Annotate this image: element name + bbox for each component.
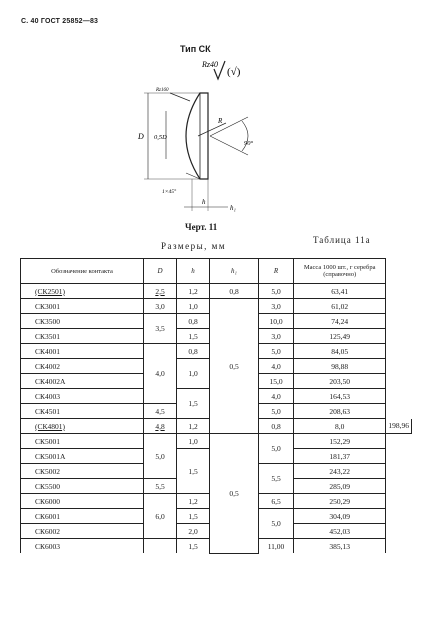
rz160-leader	[170, 93, 190, 101]
cell-h: 1,0	[177, 359, 210, 389]
cell-h1: 0,8	[259, 419, 294, 434]
cell-r: 4,0	[259, 359, 294, 374]
header-r: R	[259, 259, 294, 284]
header-h1: h₁	[210, 259, 259, 284]
cell-h: 1,5	[177, 539, 210, 554]
cell-h: 2,0	[177, 524, 210, 539]
cell-h: 0,8	[177, 314, 210, 329]
cell-designation: СК4002А	[21, 374, 144, 389]
header-d: D	[144, 259, 177, 284]
cell-mass: 250,29	[294, 494, 386, 509]
cell-h: 1,5	[177, 329, 210, 344]
cell-d	[144, 539, 177, 554]
label-angle: 90°	[244, 140, 254, 147]
page-header: С. 40 ГОСТ 25852—83	[21, 18, 99, 25]
cell-mass: 181,37	[294, 449, 386, 464]
cell-mass: 385,13	[294, 539, 386, 554]
table-header-row	[21, 259, 412, 284]
cell-d: 2,5	[144, 284, 177, 299]
cell-mass: 63,41	[294, 284, 386, 299]
cell-r: 11,00	[259, 539, 294, 554]
cell-mass: 98,88	[294, 359, 386, 374]
header-designation: Обозначение контакта	[21, 259, 144, 284]
cell-h1: 0,5	[210, 434, 259, 554]
cell-mass: 152,29	[294, 434, 386, 449]
cell-r: 4,0	[259, 389, 294, 404]
cell-r: 3,0	[259, 299, 294, 314]
cell-d: 3,5	[144, 314, 177, 344]
cell-h: 1,0	[177, 299, 210, 314]
label-h1: h₁	[230, 204, 236, 212]
cell-mass: 285,09	[294, 479, 386, 494]
cell-h: 1,2	[177, 419, 210, 434]
cell-d: 5,5	[144, 479, 177, 494]
table-caption: Таблица 11а	[313, 235, 371, 245]
cell-designation: СК6001	[21, 509, 144, 524]
header-mass: Масса 1000 шт., г серебра (справочно)	[294, 259, 386, 284]
cell-mass: 74,24	[294, 314, 386, 329]
table-row	[21, 434, 412, 449]
cell-r: 5,0	[259, 509, 294, 539]
cell-r: 5,0	[259, 404, 294, 419]
cell-r: 3,0	[259, 329, 294, 344]
cell-d: 4,0	[144, 344, 177, 404]
cell-mass: 452,03	[294, 524, 386, 539]
table-row	[21, 284, 412, 299]
cell-r: 10,0	[259, 314, 294, 329]
cell-designation: СК4003	[21, 389, 144, 404]
cell-h: 0,8	[177, 344, 210, 359]
cell-designation: (СК2501)	[21, 284, 144, 299]
cell-d: 3,0	[144, 299, 177, 314]
cell-designation: СК5500	[21, 479, 144, 494]
cell-designation: (СК4801)	[21, 419, 144, 434]
cell-d: 4,8	[144, 419, 177, 434]
cell-designation: СК5001	[21, 434, 144, 449]
cell-h1: 0,8	[210, 284, 259, 299]
cell-mass: 164,53	[294, 389, 386, 404]
cell-designation: СК6000	[21, 494, 144, 509]
cell-designation: СК6003	[21, 539, 144, 554]
cell-designation: СК4501	[21, 404, 144, 419]
cell-r: 5,0	[259, 344, 294, 359]
cell-r: 8,0	[294, 419, 386, 434]
cell-designation: СК6002	[21, 524, 144, 539]
table-row	[21, 299, 412, 314]
cell-d: 4,5	[144, 404, 177, 419]
type-title: Тип СК	[180, 44, 211, 54]
cell-designation: СК4001	[21, 344, 144, 359]
roughness-label: Rz40	[202, 60, 218, 69]
contact-drawing	[130, 55, 290, 215]
cell-mass: 84,05	[294, 344, 386, 359]
cell-designation: СК3500	[21, 314, 144, 329]
cell-h: 1,5	[177, 449, 210, 494]
dimensions-table	[20, 258, 412, 554]
cell-h: 1,5	[177, 389, 210, 419]
cell-r: 5,0	[259, 284, 294, 299]
label-05d: 0,5D	[154, 134, 167, 141]
cell-mass: 125,49	[294, 329, 386, 344]
cell-d: 6,0	[144, 494, 177, 539]
cell-h1: 0,5	[210, 299, 259, 434]
cell-mass: 304,09	[294, 509, 386, 524]
cell-h: 1,0	[177, 434, 210, 449]
roughness-check: (√)	[227, 66, 241, 78]
cell-mass: 61,02	[294, 299, 386, 314]
label-1x45: 1×45°	[162, 189, 177, 195]
cell-designation: СК3001	[21, 299, 144, 314]
cell-designation: СК5002	[21, 464, 144, 479]
label-r: R	[218, 117, 223, 125]
header-h: h	[177, 259, 210, 284]
label-d: D	[138, 132, 144, 141]
contact-body	[186, 93, 208, 179]
cell-r: 15,0	[259, 374, 294, 389]
cell-r: 5,5	[259, 464, 294, 494]
cell-mass: 198,96	[386, 419, 412, 434]
cell-r: 6,5	[259, 494, 294, 509]
cell-mass: 208,63	[294, 404, 386, 419]
cell-h: 1,2	[177, 284, 210, 299]
angle-line-bottom	[210, 136, 248, 155]
cell-h: 1,2	[177, 494, 210, 509]
angle-line-top	[210, 117, 248, 136]
cell-r: 5,0	[259, 434, 294, 464]
cell-mass: 243,22	[294, 464, 386, 479]
cell-designation: СК5001А	[21, 449, 144, 464]
cell-designation: СК4002	[21, 359, 144, 374]
cell-d: 5,0	[144, 434, 177, 479]
cell-h: 1,5	[177, 509, 210, 524]
sizes-title: Размеры, мм	[161, 241, 227, 251]
figure-caption: Черт. 11	[185, 222, 218, 232]
cell-mass: 203,50	[294, 374, 386, 389]
label-h: h	[202, 198, 206, 206]
rz160-label: Rz160	[156, 88, 169, 93]
cell-designation: СК3501	[21, 329, 144, 344]
